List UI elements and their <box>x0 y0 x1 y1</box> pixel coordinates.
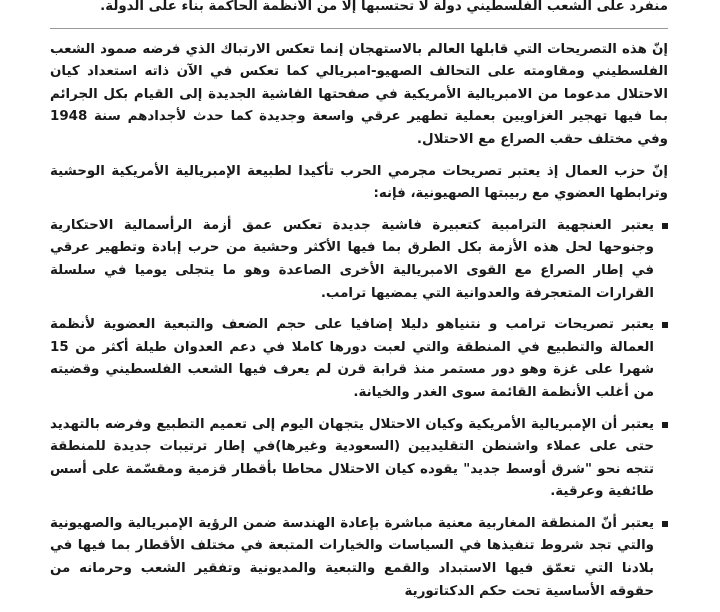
list-item <box>50 215 668 305</box>
list-item <box>50 414 668 504</box>
list-item <box>50 513 668 603</box>
list-item <box>50 314 668 404</box>
list-item-text: يعتبر أن الإمبريالية الأمريكية وكيان الاحتلال يتجهان اليوم إلى تعميم التطبيع وفرضه بالتهديد حتى على عملاء واشنطن التقليديين (السعودية وغيرها)في إطار ترتيبات جديدة للمنطقة تتجه نحو "شرق أوسط جديد" يقوده كيان الاحتلال محاطا بأقطار قزمية ومقسّمة على أسس طائفية وعرقية. <box>50 416 654 500</box>
document-body <box>50 0 668 612</box>
bullet-icon <box>662 322 668 328</box>
paragraph-statements: إنّ هذه التصريحات التي قابلها العالم بالاستهجان إنما تعكس الارتباك الذي فرضه صمود الشعب الفلسطيني ومقاومته على التحالف الصهيو-امبريالي كما تعكس في الآن ذاته استعداد كيان الاحتلال مدعوما من الامبريالية الأمريكية في صفحتها الفاشية الجديدة إلى القيام بكل الجرائم بما فيها تهجير الغزاويين بعملية تطهير عرقي واسعة وجديدة كما حدث لأجدادهم سنة 1948 وفي مختلف حقب الصراع مع الاحتلال. <box>50 41 668 147</box>
paragraph-intro: منفرد على الشعب الفلسطيني دولة لا تحتسبها إلا من الأنظمة الحاكمة بناء على الدولة. <box>100 0 668 14</box>
separator <box>50 28 668 29</box>
list-item-text: يعتبر تصريحات ترامب و نتنياهو دليلا إضافيا على حجم الضعف والتبعية العضوية لأنظمة العمالة والتطبيع في المنطقة والتي لعبت دورها كاملا في دعم العدوان طيلة أكثر من 15 شهرا على غزة وهو دور مستمر منذ قرابة قرن لم يعرف فيها الشعب الفلسطيني وقضيته من أغلب الأنظمة القائمة سوى الغدر والخيانة. <box>50 317 654 400</box>
list-item-text: يعتبر العنجهية الترامبية كتعبيرة فاشية جديدة تعكس عمق أزمة الرأسمالية الاحتكارية وجنوحها لحل هذه الأزمة بكل الطرق بما فيها الأكثر وحشية من حرب إبادة وتطهير عرقي في إطار الصراع مع القوى الامبريالية الأخرى الصاعدة وهو ما يتجلى يوميا في سلسلة القرارات المتعجرفة والعدوانية التي يمضيها ترامب. <box>50 217 654 301</box>
bullet-icon <box>662 521 668 527</box>
bullet-icon <box>662 422 668 428</box>
paragraph-party-position: إنّ حزب العمال إذ يعتبر تصريحات مجرمي الحرب تأكيدا لطبيعة الإمبريالية الأمريكية الوحشية وترابطها العضوي مع ربيبتها الصهيونية، فإنه: <box>50 163 668 202</box>
bullet-icon <box>662 223 668 229</box>
list-item-text: يعتبر أنّ المنطقة المغاربية معنية مباشرة بإعادة الهندسة ضمن الرؤية الإمبريالية والصهيونية والتي تجد شروط تنفيذها في السياسات والخيارات المتبعة في مختلف الأقطار بما فيها في بلادنا التي تعمّق فيها الاستبداد والقمع والتبعية والمديونية وتفقير الشعب وحرمانه من حقوقه الأساسية تحت حكم الدكتاتورية <box>50 515 654 599</box>
